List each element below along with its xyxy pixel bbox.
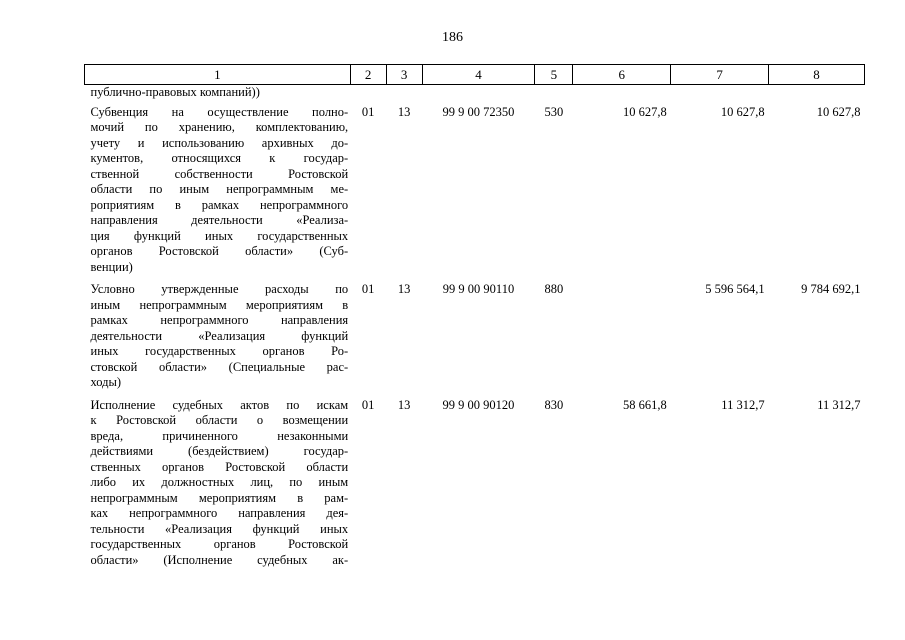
description-line: действиями (бездействием) государ- xyxy=(90,444,349,458)
description-line: Условно утвержденные расходы по xyxy=(90,282,349,296)
ministry-code: 01 xyxy=(361,397,375,412)
target-item-code: 99 9 00 90110 xyxy=(442,282,515,296)
description-line: государственных органов Ростовской xyxy=(90,537,349,551)
column-header-3: 3 xyxy=(386,65,422,85)
description-line: мочий по хранению, комплектованию, xyxy=(90,120,349,134)
row-description xyxy=(85,103,351,281)
description-line: ственной собственности Ростовской xyxy=(90,166,349,181)
amount-col6: 58 661,8 xyxy=(622,397,667,412)
row-description xyxy=(85,280,351,396)
column-header-5: 5 xyxy=(535,65,573,85)
column-header-4: 4 xyxy=(422,65,535,85)
section-code: 13 xyxy=(397,397,411,412)
description-line: деятельности «Реализация функций xyxy=(90,328,349,343)
description-line: ходы) xyxy=(90,375,122,389)
column-header-1: 1 xyxy=(85,65,351,85)
row-description xyxy=(85,396,351,574)
description-line: либо их должностных лиц, по иным xyxy=(90,475,349,489)
description-line: Субвенция на осуществление полно- xyxy=(90,104,349,119)
continuation-text: публично-правовых компаний)) xyxy=(90,85,260,99)
header-row xyxy=(85,65,865,85)
amount-col8: 11 312,7 xyxy=(817,397,861,412)
description-line: иным непрограммным мероприятиям в xyxy=(90,297,349,312)
description-line: кументов, относящихся к государ- xyxy=(90,151,349,165)
description-line: ственных органов Ростовской области xyxy=(90,459,349,474)
section-code: 13 xyxy=(397,282,411,296)
description-line: иных государственных органов Ро- xyxy=(90,344,349,358)
description-line: ция функций иных государственных xyxy=(90,228,349,243)
column-header-6: 6 xyxy=(573,65,671,85)
expense-type-code: 880 xyxy=(544,282,564,296)
continuation-row xyxy=(85,85,865,103)
ministry-code: 01 xyxy=(361,282,375,296)
amount-col6: 10 627,8 xyxy=(622,104,667,119)
description-line: тельности «Реализация функций иных xyxy=(90,521,349,536)
table-row xyxy=(85,280,865,396)
description-line: области» (Исполнение судебных ак- xyxy=(90,552,349,567)
description-line: роприятиям в рамках непрограммного xyxy=(90,197,349,212)
description-line: ках непрограммного направления дея- xyxy=(90,506,349,520)
description-line: учету и использованию архивных до- xyxy=(90,135,349,150)
amount-col8: 10 627,8 xyxy=(816,104,861,119)
description-line: области по иным непрограммным ме- xyxy=(90,182,349,196)
description-line: непрограммным мероприятиям в рам- xyxy=(90,490,349,505)
section-code: 13 xyxy=(397,104,411,119)
amount-col7: 11 312,7 xyxy=(721,397,765,412)
expense-type-code: 830 xyxy=(544,397,564,412)
description-line: стовской области» (Специальные рас- xyxy=(90,359,349,374)
column-header-2: 2 xyxy=(350,65,386,85)
expense-type-code: 530 xyxy=(544,104,564,119)
budget-table xyxy=(84,64,865,573)
description-line: Исполнение судебных актов по искам xyxy=(90,397,349,412)
amount-col7: 10 627,8 xyxy=(720,104,765,119)
amount-col6 xyxy=(573,280,671,396)
description-line: направления деятельности «Реализа- xyxy=(90,213,349,227)
target-item-code: 99 9 00 90120 xyxy=(442,397,515,412)
description-line: вреда, причиненного незаконными xyxy=(90,428,349,443)
description-line: венции) xyxy=(90,259,133,274)
page-number: 186 xyxy=(442,30,463,45)
description-line: к Ростовской области о возмещении xyxy=(90,413,349,427)
ministry-code: 01 xyxy=(361,104,375,119)
amount-col7: 5 596 564,1 xyxy=(705,282,765,296)
column-header-8: 8 xyxy=(769,65,865,85)
description-line: органов Ростовской области» (Суб- xyxy=(90,244,349,258)
amount-col8: 9 784 692,1 xyxy=(801,282,861,296)
description-line: рамках непрограммного направления xyxy=(90,313,349,327)
table-row xyxy=(85,396,865,574)
target-item-code: 99 9 00 72350 xyxy=(442,104,515,119)
table-row xyxy=(85,103,865,281)
column-header-7: 7 xyxy=(671,65,769,85)
